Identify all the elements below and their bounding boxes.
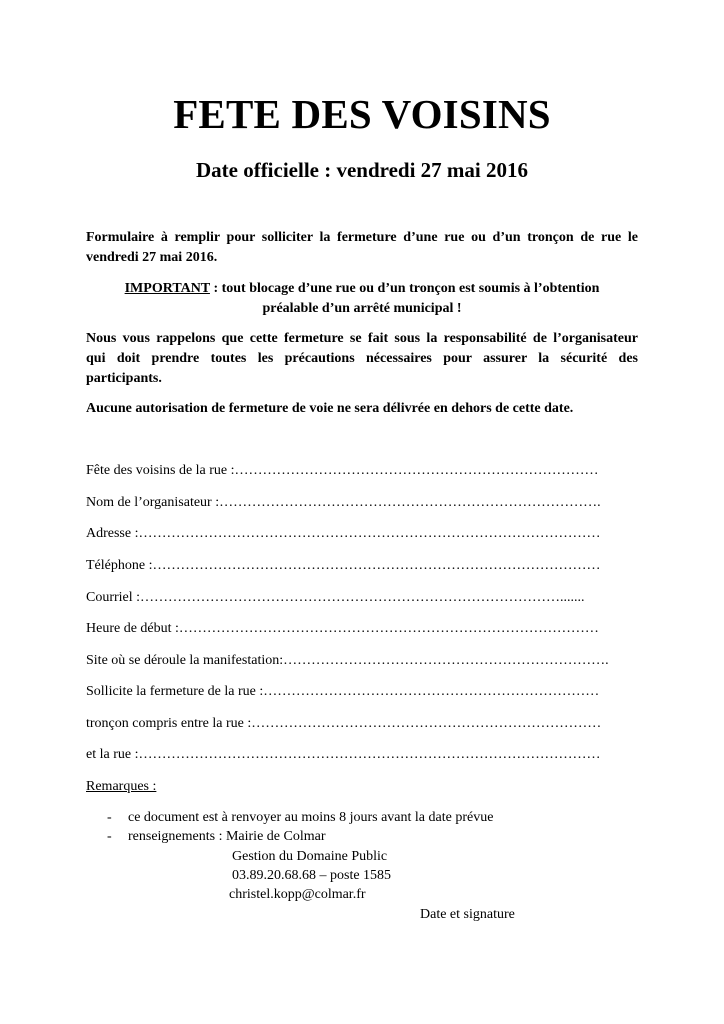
contact-email[interactable]: christel.kopp@colmar.fr [229, 887, 366, 902]
intro-line-1: Formulaire à remplir pour solliciter la fermeture d’une rue ou d’un tronçon de rue le [86, 230, 638, 245]
remark-item-info: renseignements : Mairie de Colmar [128, 829, 326, 844]
important-text-1: : tout blocage d’une rue ou d’un tronçon est soumis à l’obtention [209, 281, 600, 296]
responsibility-paragraph [86, 329, 638, 389]
field-address[interactable]: Adresse :……………………………………………………………………………………… [86, 526, 601, 541]
field-street[interactable]: Fête des voisins de la rue :…………………………………………………………………… [86, 463, 599, 478]
intro-paragraph [86, 228, 638, 268]
responsibility-line-3: participants. [86, 371, 162, 386]
contact-service: Gestion du Domaine Public [232, 849, 388, 864]
field-section-from[interactable]: tronçon compris entre la rue :………………………………………………………………… [86, 716, 602, 731]
important-text-2: préalable d’un arrêté municipal ! [262, 301, 462, 316]
field-location[interactable]: Site où se déroule la manifestation:……………………………………………………………. [86, 653, 609, 668]
remark-item-deadline: ce document est à renvoyer au moins 8 jours avant la date prévue [128, 810, 494, 825]
responsibility-line-1: Nous vous rappelons que cette fermeture se fait sous la responsabilité de l’organisateur [86, 331, 638, 346]
field-organizer[interactable]: Nom de l’organisateur :………………………………………………………………………. [86, 495, 601, 510]
intro-line-2: vendredi 27 mai 2016. [86, 250, 218, 265]
remarks-title: Remarques : [86, 779, 157, 794]
field-closure-street[interactable]: Sollicite la fermeture de la rue :……………………………………………………………… [86, 684, 600, 699]
responsibility-line-2: qui doit prendre toutes les précautions nécessaires pour assurer la sécurité des [86, 351, 638, 366]
official-date: Date officielle : vendredi 27 mai 2016 [195, 158, 529, 182]
notice-paragraph [86, 399, 638, 419]
field-section-to[interactable]: et la rue :……………………………………………………………………………………… [86, 747, 601, 762]
important-paragraph [86, 279, 638, 319]
contact-phone: 03.89.20.68.68 – poste 1585 [232, 868, 392, 883]
field-phone[interactable]: Téléphone :…………………………………………………………………………………… [86, 558, 601, 573]
important-label: IMPORTANT [124, 281, 210, 296]
bullet-dash: - [107, 829, 112, 844]
notice-text: Aucune autorisation de fermeture de voie ne sera délivrée en dehors de cette date. [86, 401, 574, 416]
page-title: FETE DES VOISINS [173, 91, 551, 137]
bullet-dash: - [107, 810, 112, 825]
signature-label: Date et signature [420, 907, 515, 922]
field-email[interactable]: Courriel :………………………………………………………………………………....... [86, 590, 585, 605]
field-start-time[interactable]: Heure de début :……………………………………………………………………………… [86, 621, 599, 636]
